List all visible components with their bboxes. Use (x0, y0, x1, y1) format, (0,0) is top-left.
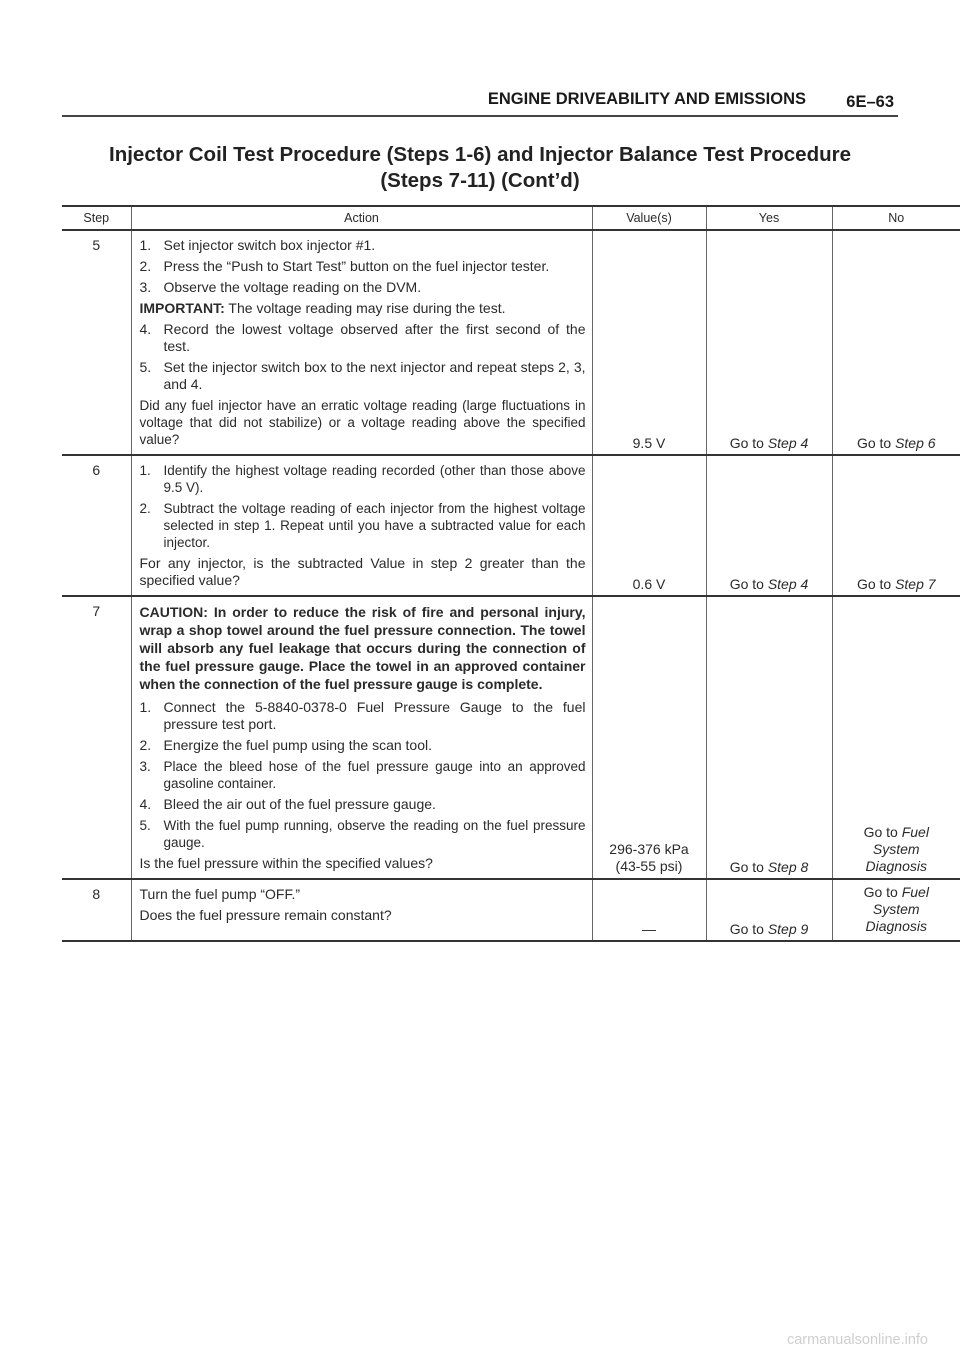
step-number: 8 (62, 879, 131, 941)
column-header-no: No (832, 206, 960, 230)
list-item: 5. Set the injector switch box to the next injector and repeat steps 2, 3, and 4. (139, 359, 586, 392)
step-question: Is the fuel pressure within the specified values? (139, 855, 433, 871)
important-note: IMPORTANT: The voltage reading may rise during the test. (139, 300, 506, 316)
procedure-title-line-2: (Steps 7-11) (Cont’d) (380, 169, 580, 192)
step-number: 7 (62, 596, 131, 879)
step-question: For any injector, is the subtracted Value in step 2 greater than the specified value? (139, 555, 586, 588)
table-row (62, 879, 960, 941)
action-line: Turn the fuel pump “OFF.” (139, 886, 301, 902)
section-title: ENGINE DRIVEABILITY AND EMISSIONS (487, 90, 806, 108)
step-number: 5 (62, 230, 131, 455)
table-row (62, 230, 960, 455)
procedure-title-line-1: Injector Coil Test Procedure (Steps 1-6) and Injector Balance Test Procedure (109, 143, 851, 166)
yes-cell: Go to Step 4 (706, 455, 832, 596)
page-number: 6E–63 (846, 93, 894, 111)
yes-link[interactable]: Step 8 (767, 859, 809, 875)
list-item: 1. Set injector switch box injector #1. (139, 237, 376, 253)
action-cell (131, 230, 592, 455)
no-link[interactable]: Step 7 (895, 576, 936, 592)
list-item: 3. Place the bleed hose of the fuel pressure gauge into an approved gasoline container. (139, 759, 586, 791)
list-item: 5. With the fuel pump running, observe the reading on the fuel pressure gauge. (139, 818, 586, 850)
no-cell: Go to Fuel System Diagnosis (832, 879, 960, 941)
diagnostic-table (62, 205, 960, 942)
pressure-kpa: 296-376 kPa (609, 841, 689, 857)
watermark-text: carmanualsonline.info (786, 1332, 928, 1348)
column-header-yes: Yes (706, 206, 832, 230)
list-item: 3. Observe the voltage reading on the DVM. (139, 279, 422, 295)
no-link[interactable]: Fuel (901, 824, 929, 840)
table-row (62, 596, 960, 879)
value-cell: — (592, 879, 706, 941)
yes-cell: Go to Step 9 (706, 879, 832, 941)
yes-cell: Go to Step 4 (706, 230, 832, 455)
list-item: 1. Connect the 5-8840-0378-0 Fuel Pressure Gauge to the fuel pressure test port. (139, 699, 586, 732)
list-item: 1. Identify the highest voltage reading recorded (other than those above 9.5 V). (139, 463, 586, 495)
no-link[interactable]: Fuel (901, 884, 929, 900)
value-cell: 0.6 V (592, 455, 706, 596)
no-cell: Go to Step 7 (832, 455, 960, 596)
step-question: Does the fuel pressure remain constant? (139, 907, 392, 923)
page-header (62, 90, 898, 116)
value-cell: 9.5 V (592, 230, 706, 455)
table-row (62, 455, 960, 596)
step-question: Did any fuel injector have an erratic voltage reading (large fluctuations in voltage that did not stabilize) or a voltage reading above the specified value? (139, 398, 586, 447)
caution-note: CAUTION: In order to reduce the risk of fire and personal injury, wrap a shop towel around the fuel pressure connection. The towel will absorb any fuel leakage that occurs during the connection of the fuel pressure gauge. Place the towel in an approved container when the connection of the fuel pressure gauge is complete. (139, 604, 586, 692)
yes-cell: Go to Step 8 (706, 596, 832, 879)
step-number: 6 (62, 455, 131, 596)
procedure-title (40, 142, 920, 194)
list-item: 4. Bleed the air out of the fuel pressure gauge. (139, 796, 436, 812)
action-cell (131, 455, 592, 596)
yes-link[interactable]: Step 4 (767, 435, 809, 451)
yes-link[interactable]: Step 4 (767, 576, 809, 592)
list-item: 2. Press the “Push to Start Test” button on the fuel injector tester. (139, 258, 550, 274)
no-cell: Go to Fuel System Diagnosis (832, 596, 960, 879)
yes-link[interactable]: Step 9 (767, 921, 809, 937)
header-rule (62, 115, 898, 117)
action-cell (131, 596, 592, 879)
no-link[interactable]: Step 6 (895, 435, 936, 451)
list-item: 4. Record the lowest voltage observed after the first second of the test. (139, 321, 586, 354)
no-cell: Go to Step 6 (832, 230, 960, 455)
value-cell (592, 596, 706, 879)
column-header-values: Value(s) (592, 206, 706, 230)
list-item: 2. Energize the fuel pump using the scan tool. (139, 737, 433, 753)
pressure-psi: (43-55 psi) (615, 858, 683, 874)
column-header-action: Action (131, 206, 592, 230)
column-header-step: Step (62, 206, 131, 230)
list-item: 2. Subtract the voltage reading of each injector from the highest voltage selected in step 1. Repeat until you have a subtracted value for each injector. (139, 501, 586, 550)
action-cell (131, 879, 592, 941)
table-header-row (62, 206, 960, 230)
